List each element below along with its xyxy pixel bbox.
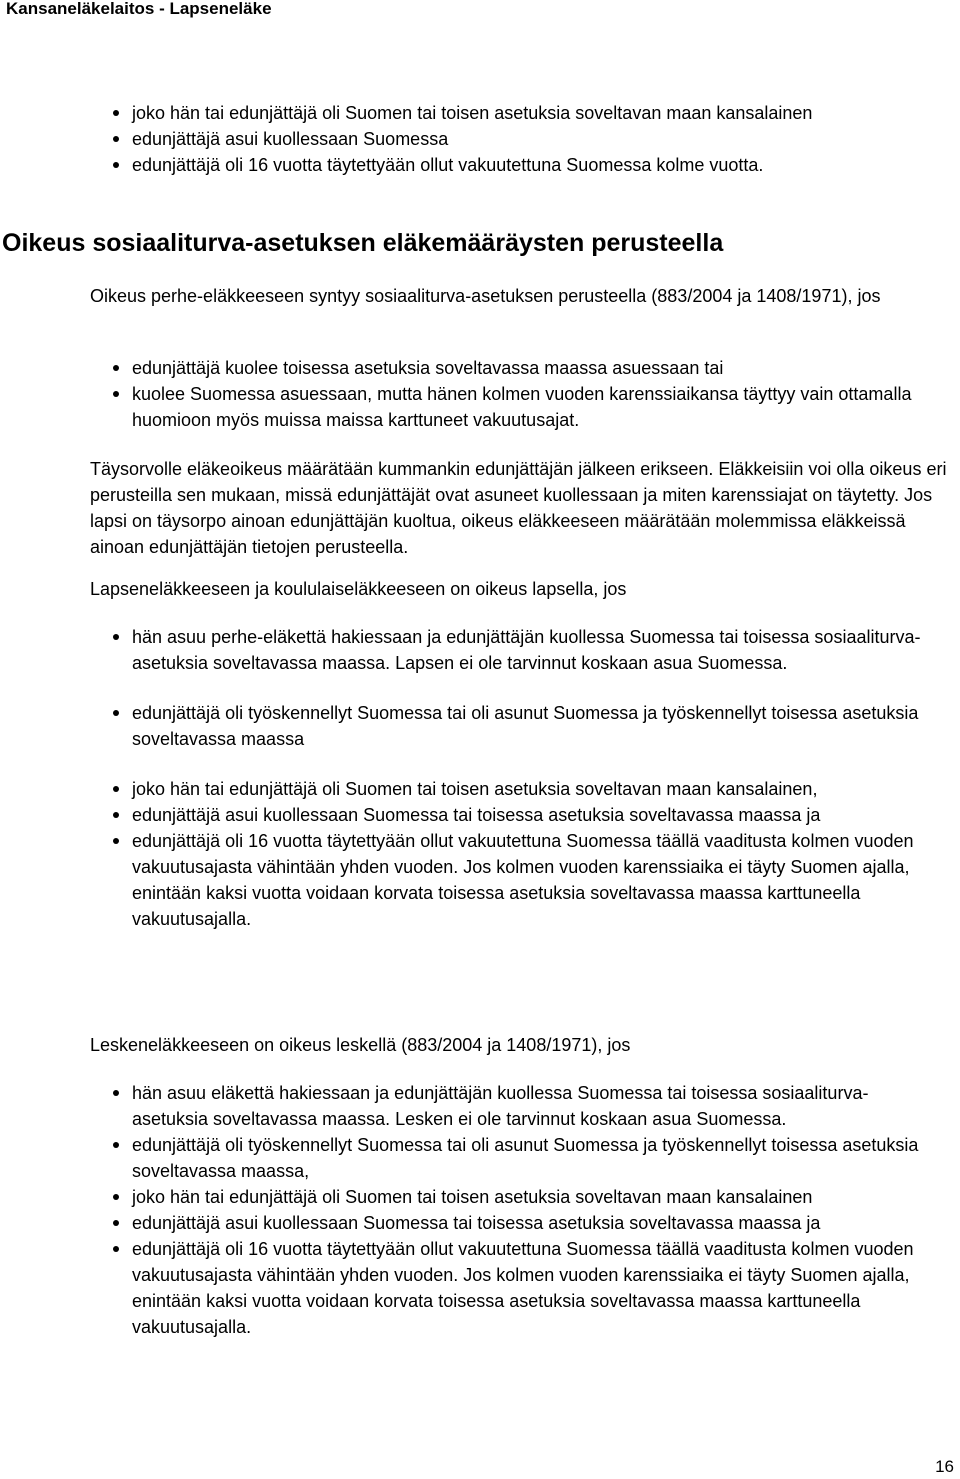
list-item: edunjättäjä asui kuollessaan Suomessa tai toisessa asetuksia soveltavassa maassa ja <box>0 1210 960 1236</box>
top-bullet-list-container <box>0 100 960 178</box>
list-item: edunjättäjä oli 16 vuotta täytettyään ollut vakuutettuna Suomessa täällä vaaditusta kolmen vuoden vakuutusajasta vähintään yhden vuoden. Jos kolmen vuoden karenssiaika ei täyty Suomen ajalla, enintään kaksi vuotta voidaan korvata toisessa asetuksia soveltavassa maassa karttuneella vakuutusajalla. <box>0 1236 960 1340</box>
list-item: hän asuu perhe-eläkettä hakiessaan ja edunjättäjän kuollessa Suomessa tai toisessa sosiaaliturva-asetuksia soveltavassa maassa. Lapsen ei ole tarvinnut koskaan asua Suomessa. <box>0 624 960 676</box>
section-heading: Oikeus sosiaaliturva-asetuksen eläkemääräysten perusteella <box>2 229 724 257</box>
intro-bullet-list <box>0 355 960 433</box>
list-item: hän asuu eläkettä hakiessaan ja edunjättäjän kuollessa Suomessa tai toisessa sosiaaliturva-asetuksia soveltavassa maassa. Lesken ei ole tarvinnut koskaan asua Suomessa. <box>0 1080 960 1132</box>
page-number: 16 <box>935 1457 954 1476</box>
list-item: edunjättäjä oli työskennellyt Suomessa tai oli asunut Suomessa ja työskennellyt toisessa asetuksia soveltavassa maassa <box>0 700 960 752</box>
list-item: kuolee Suomessa asuessaan, mutta hänen kolmen vuoden karenssiaikansa täyttyy vain ottamalla huomioon myös muissa maissa karttuneet vakuutusajat. <box>0 381 960 433</box>
intro-list-container <box>0 355 960 433</box>
list-item: edunjättäjä kuolee toisessa asetuksia soveltavassa maassa asuessaan tai <box>0 355 960 381</box>
list-item: edunjättäjä oli 16 vuotta täytettyään ollut vakuutettuna Suomessa täällä vaaditusta kolmen vuoden vakuutusajasta vähintään yhden vuoden. Jos kolmen vuoden karenssiaika ei täyty Suomen ajalla, enintään kaksi vuotta voidaan korvata toisessa asetuksia soveltavassa maassa karttuneella vakuutusajalla. <box>0 828 960 932</box>
widow-list-container <box>0 1080 960 1340</box>
list-item: edunjättäjä oli 16 vuotta täytettyään ollut vakuutettuna Suomessa kolme vuotta. <box>0 152 960 178</box>
child-intro: Lapseneläkkeeseen ja koululaiseläkkeeseen on oikeus lapsella, jos <box>90 579 627 599</box>
list-item: edunjättäjä asui kuollessaan Suomessa tai toisessa asetuksia soveltavassa maassa ja <box>0 802 960 828</box>
list-item: joko hän tai edunjättäjä oli Suomen tai toisen asetuksia soveltavan maan kansalainen, <box>0 776 960 802</box>
orphan-paragraph: Täysorvolle eläkeoikeus määrätään kummankin edunjättäjän jälkeen erikseen. Eläkkeisiin voi olla oikeus eri perusteilla sen mukaan, missä edunjättäjät ovat asuneet kuollessaan ja miten karenssiajat on täytetty. Jos lapsi on täysorpo ainoan edunjättäjän kuoltua, oikeus eläkkeeseen määrätään molemmissa eläkkeissä ainoan edunjättäjän tietojen perusteella. <box>90 459 947 557</box>
child-bullet-list <box>0 624 960 932</box>
list-item: joko hän tai edunjättäjä oli Suomen tai toisen asetuksia soveltavan maan kansalainen <box>0 100 960 126</box>
list-item: edunjättäjä asui kuollessaan Suomessa <box>0 126 960 152</box>
section-intro: Oikeus perhe-eläkkeeseen syntyy sosiaaliturva-asetuksen perusteella (883/2004 ja 1408/1971), jos <box>90 286 881 306</box>
widow-intro: Leskeneläkkeeseen on oikeus leskellä (883/2004 ja 1408/1971), jos <box>90 1035 631 1055</box>
child-list-container <box>0 624 960 932</box>
top-bullet-list <box>0 100 960 178</box>
list-item: joko hän tai edunjättäjä oli Suomen tai toisen asetuksia soveltavan maan kansalainen <box>0 1184 960 1210</box>
page-header-title: Kansaneläkelaitos - Lapseneläke <box>6 0 272 18</box>
widow-bullet-list <box>0 1080 960 1340</box>
list-item: edunjättäjä oli työskennellyt Suomessa tai oli asunut Suomessa ja työskennellyt toisessa asetuksia soveltavassa maassa, <box>0 1132 960 1184</box>
